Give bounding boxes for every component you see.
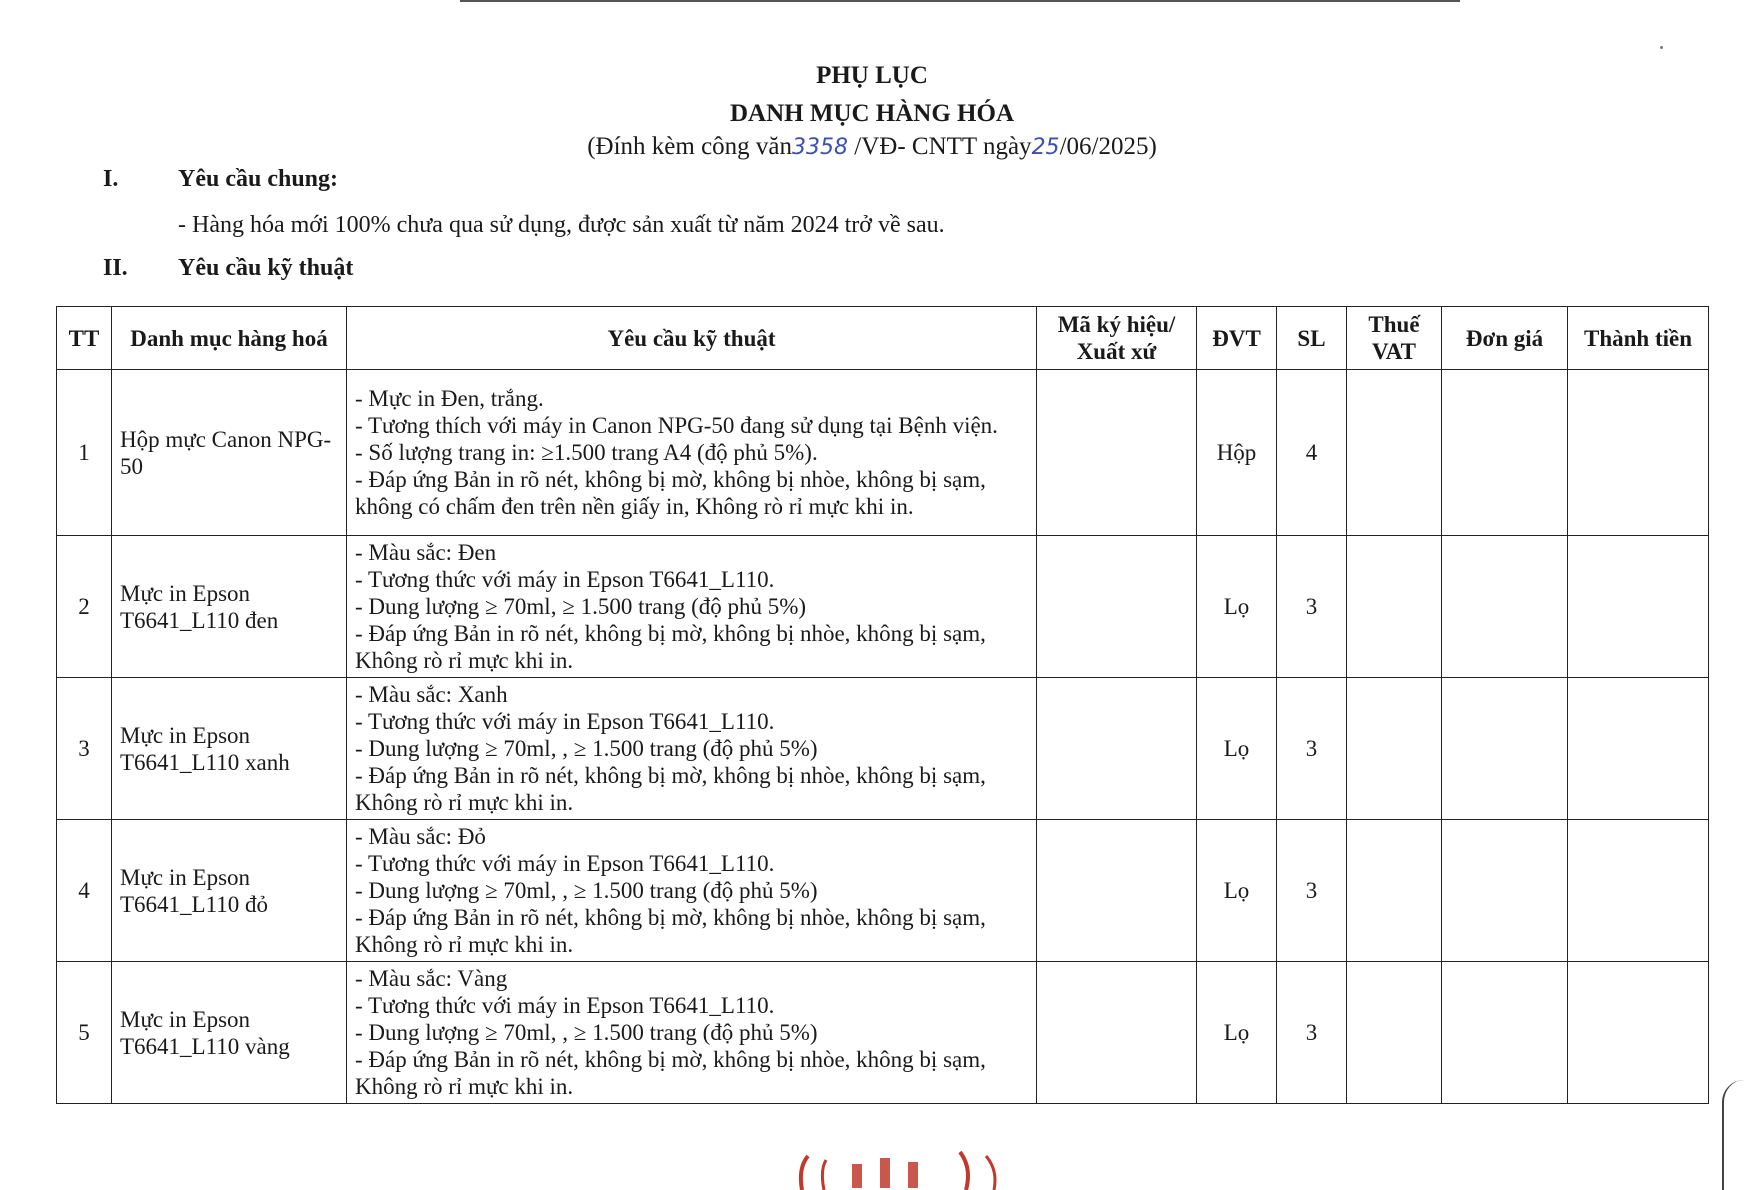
cell-unit: Hộp (1197, 370, 1277, 536)
cell-tt: 1 (57, 370, 112, 536)
cell-code (1037, 370, 1197, 536)
spec-line: - Dung lượng ≥ 70ml, ≥ 1.500 trang (độ phủ 5%) (355, 594, 807, 619)
cell-name: Mực in Epson T6641_L110 đen (112, 536, 347, 678)
spec-line: - Tương thức với máy in Epson T6641_L110. (355, 567, 775, 592)
cell-unit: Lọ (1197, 820, 1277, 962)
spec-line: - Mực in Đen, trắng. (355, 386, 544, 411)
doc-title: PHỤ LỤC (816, 62, 928, 89)
spec-line: - Dung lượng ≥ 70ml, , ≥ 1.500 trang (độ phủ 5%) (355, 878, 818, 903)
section-number: II. (103, 255, 128, 281)
red-stamp-partial (790, 1148, 1010, 1190)
cell-price (1442, 536, 1568, 678)
cell-price (1442, 370, 1568, 536)
section-title: Yêu cầu chung: (178, 166, 339, 192)
header-qty: SL (1277, 307, 1347, 370)
table-row (57, 820, 1709, 962)
cell-spec (347, 536, 1037, 678)
cell-name: Mực in Epson T6641_L110 xanh (112, 678, 347, 820)
cell-total (1568, 962, 1709, 1104)
header-price: Đơn giá (1442, 307, 1568, 370)
cell-vat (1347, 820, 1442, 962)
cell-code (1037, 536, 1197, 678)
header-total: Thành tiền (1568, 307, 1709, 370)
spec-line: - Dung lượng ≥ 70ml, , ≥ 1.500 trang (độ phủ 5%) (355, 736, 818, 761)
cell-vat (1347, 370, 1442, 536)
goods-table (56, 306, 1709, 1104)
header-code: Mã ký hiệu/ Xuất xứ (1037, 307, 1197, 370)
subtitle-suffix: /06/2025) (1059, 133, 1157, 160)
spec-line: - Màu sắc: Vàng (355, 966, 508, 991)
cell-spec (347, 678, 1037, 820)
table-row (57, 678, 1709, 820)
cell-qty: 4 (1277, 370, 1347, 536)
spec-line: - Màu sắc: Xanh (355, 682, 508, 707)
subtitle-prefix: (Đính kèm công văn (587, 133, 793, 160)
cell-vat (1347, 536, 1442, 678)
header-spec: Yêu cầu kỹ thuật (347, 307, 1037, 370)
cell-code (1037, 678, 1197, 820)
cell-spec (347, 370, 1037, 536)
cell-total (1568, 678, 1709, 820)
spec-line: - Đáp ứng Bản in rõ nét, không bị mờ, không bị nhòe, không bị sạm, Không rò rỉ mực khi in. (355, 621, 986, 673)
table-header-row (57, 307, 1709, 370)
doc-subtitle (0, 133, 1744, 161)
spec-line: - Tương thức với máy in Epson T6641_L110. (355, 851, 775, 876)
scan-edge-line (460, 0, 1460, 2)
cell-price (1442, 962, 1568, 1104)
scan-page-edge (1722, 1080, 1744, 1190)
cell-total (1568, 536, 1709, 678)
cell-unit: Lọ (1197, 678, 1277, 820)
section-number: I. (103, 166, 119, 192)
scan-speck (1660, 46, 1663, 49)
handwritten-doc-number: 3358 (792, 135, 849, 160)
cell-tt: 5 (57, 962, 112, 1104)
cell-spec (347, 820, 1037, 962)
spec-line: - Màu sắc: Đỏ (355, 824, 486, 849)
cell-name: Mực in Epson T6641_L110 đỏ (112, 820, 347, 962)
spec-line: - Đáp ứng Bản in rõ nét, không bị mờ, không bị nhòe, không bị sạm, không có chấm đen trên nền giấy in, Không rò rỉ mực khi in. (355, 467, 986, 519)
table-row (57, 370, 1709, 536)
header-name: Danh mục hàng hoá (112, 307, 347, 370)
cell-qty: 3 (1277, 962, 1347, 1104)
cell-tt: 2 (57, 536, 112, 678)
spec-line: - Tương thức với máy in Epson T6641_L110. (355, 709, 775, 734)
cell-name: Mực in Epson T6641_L110 vàng (112, 962, 347, 1104)
cell-price (1442, 678, 1568, 820)
header-unit: ĐVT (1197, 307, 1277, 370)
cell-spec (347, 962, 1037, 1104)
cell-qty: 3 (1277, 820, 1347, 962)
cell-price (1442, 820, 1568, 962)
cell-qty: 3 (1277, 678, 1347, 820)
cell-vat (1347, 678, 1442, 820)
spec-line: - Đáp ứng Bản in rõ nét, không bị mờ, không bị nhòe, không bị sạm, Không rò rỉ mực khi in. (355, 905, 986, 957)
spec-line: - Đáp ứng Bản in rõ nét, không bị mờ, không bị nhòe, không bị sạm, Không rò rỉ mực khi in. (355, 763, 986, 815)
subtitle-middle: /VĐ- CNTT ngày (854, 133, 1032, 160)
general-requirement-text: - Hàng hóa mới 100% chưa qua sử dụng, được sản xuất từ năm 2024 trở về sau. (178, 212, 945, 238)
cell-tt: 3 (57, 678, 112, 820)
cell-qty: 3 (1277, 536, 1347, 678)
handwritten-day: 25 (1031, 135, 1060, 160)
spec-line: - Tương thức với máy in Epson T6641_L110. (355, 993, 775, 1018)
cell-total (1568, 370, 1709, 536)
cell-code (1037, 962, 1197, 1104)
header-tt: TT (57, 307, 112, 370)
spec-line: - Dung lượng ≥ 70ml, , ≥ 1.500 trang (độ phủ 5%) (355, 1020, 818, 1045)
spec-line: - Màu sắc: Đen (355, 540, 497, 565)
header-vat: Thuế VAT (1347, 307, 1442, 370)
spec-line: - Tương thích với máy in Canon NPG-50 đang sử dụng tại Bệnh viện. (355, 413, 998, 438)
cell-code (1037, 820, 1197, 962)
cell-total (1568, 820, 1709, 962)
cell-unit: Lọ (1197, 962, 1277, 1104)
cell-vat (1347, 962, 1442, 1104)
doc-heading: DANH MỤC HÀNG HÓA (729, 100, 1014, 127)
spec-line: - Số lượng trang in: ≥1.500 trang A4 (độ phủ 5%). (355, 440, 818, 465)
cell-name: Hộp mực Canon NPG-50 (112, 370, 347, 536)
section-title: Yêu cầu kỹ thuật (178, 255, 354, 281)
table-row (57, 536, 1709, 678)
cell-tt: 4 (57, 820, 112, 962)
spec-line: - Đáp ứng Bản in rõ nét, không bị mờ, không bị nhòe, không bị sạm, Không rò rỉ mực khi in. (355, 1047, 986, 1099)
cell-unit: Lọ (1197, 536, 1277, 678)
table-row (57, 962, 1709, 1104)
